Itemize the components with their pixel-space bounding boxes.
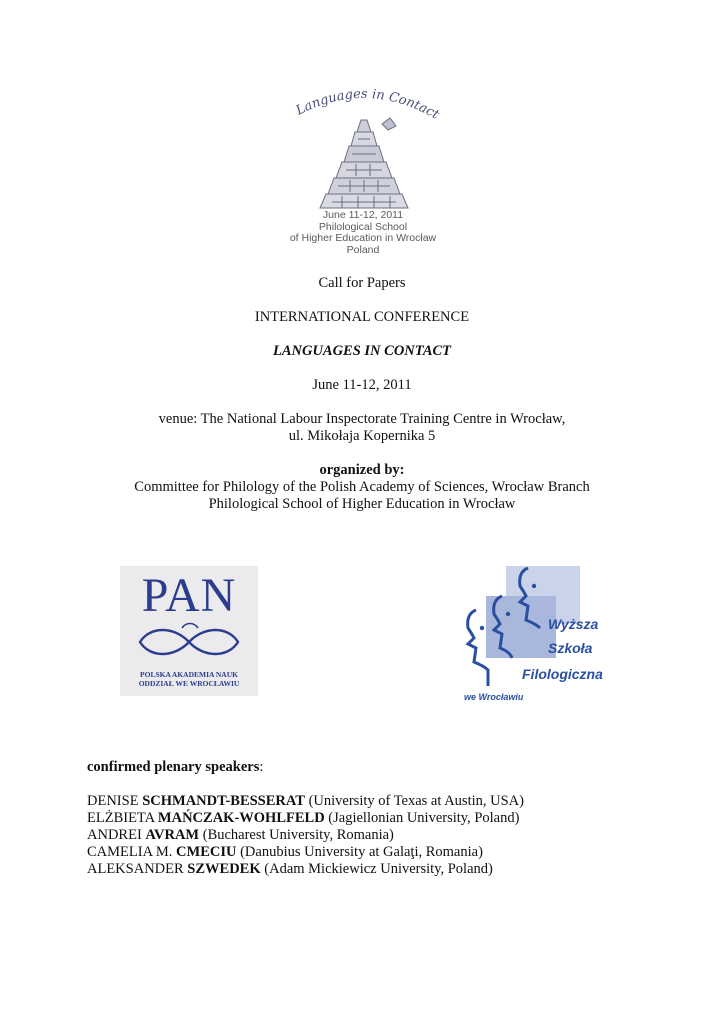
speaker-affiliation: (Jagiellonian University, Poland) (328, 810, 520, 826)
pan-logo-word: PAN (141, 569, 237, 622)
wsf-profiles-graphic (462, 566, 622, 706)
wsf-line-location: we Wrocławiu (464, 692, 524, 702)
pan-subtitle-line: ODDZIAŁ WE WROCŁAWIU (138, 679, 240, 688)
speaker-affiliation: (Adam Mickiewicz University, Poland) (264, 861, 493, 877)
speaker-last-name: SZWEDEK (187, 861, 261, 877)
speaker-row (87, 827, 394, 844)
speaker-row (87, 810, 519, 827)
infinity-swirl-icon (136, 622, 242, 662)
speaker-first-name: ALEKSANDER (87, 861, 184, 877)
pan-subtitle-line: POLSKA AKADEMIA NAUK (140, 670, 238, 679)
pan-logo-subtitle (120, 670, 258, 688)
wsf-line-wyzsza: Wyższa (548, 616, 599, 632)
speaker-affiliation: (University of Texas at Austin, USA) (308, 793, 524, 809)
wsf-line-szkola: Szkoła (548, 640, 593, 656)
venue-line-2: ul. Mikołaja Kopernika 5 (288, 428, 436, 444)
speaker-first-name: CAMELIA M. (87, 844, 173, 860)
speaker-last-name: MAŃCZAK-WOHLFELD (157, 810, 325, 826)
logo-caption-line: of Higher Education in Wrocław (289, 232, 437, 244)
speaker-first-name: ELŻBIETA (87, 810, 155, 826)
call-for-papers: Call for Papers (318, 275, 406, 291)
speaker-affiliation: (Bucharest University, Romania) (202, 827, 394, 843)
speaker-affiliation: (Danubius University at Galaţi, Romania) (240, 844, 483, 860)
arc-title-text: Languages in Contact (293, 86, 442, 123)
organizer-item: Philological School of Higher Education in Wrocław (208, 496, 516, 512)
speaker-row (87, 861, 493, 878)
logo-caption-line: June 11-12, 2011 (322, 209, 404, 221)
logo-caption (268, 210, 458, 256)
logo-caption-line: Poland (346, 243, 380, 256)
pan-logo (120, 566, 258, 696)
conference-dates: June 11-12, 2011 (312, 377, 412, 393)
tower-of-babel-illustration (312, 114, 416, 212)
venue-line-1: venue: The National Labour Inspectorate Training Centre in Wrocław, (158, 411, 566, 427)
organizer-item: Committee for Philology of the Polish Academy of Sciences, Wrocław Branch (134, 479, 590, 495)
logo-caption-line: Philological School (318, 220, 408, 233)
wsf-line-filologiczna: Filologiczna (522, 666, 603, 682)
wsf-logo (462, 566, 622, 706)
conference-title: LANGUAGES IN CONTACT (272, 343, 452, 359)
speaker-last-name: CMECIU (176, 844, 237, 860)
organizers-label: organized by: (319, 462, 405, 478)
event-type: INTERNATIONAL CONFERENCE (254, 309, 470, 325)
speaker-first-name: ANDREI (87, 827, 142, 843)
speaker-row (87, 844, 483, 861)
speaker-first-name: DENISE (87, 793, 139, 809)
speakers-heading (87, 759, 263, 776)
speaker-row (87, 793, 524, 810)
speakers-label-suffix: : (259, 759, 264, 775)
speaker-last-name: SCHMANDT-BESSERAT (142, 793, 305, 809)
conference-logo (268, 80, 464, 262)
speakers-label: confirmed plenary speakers (87, 759, 260, 775)
speaker-last-name: AVRAM (145, 827, 200, 843)
